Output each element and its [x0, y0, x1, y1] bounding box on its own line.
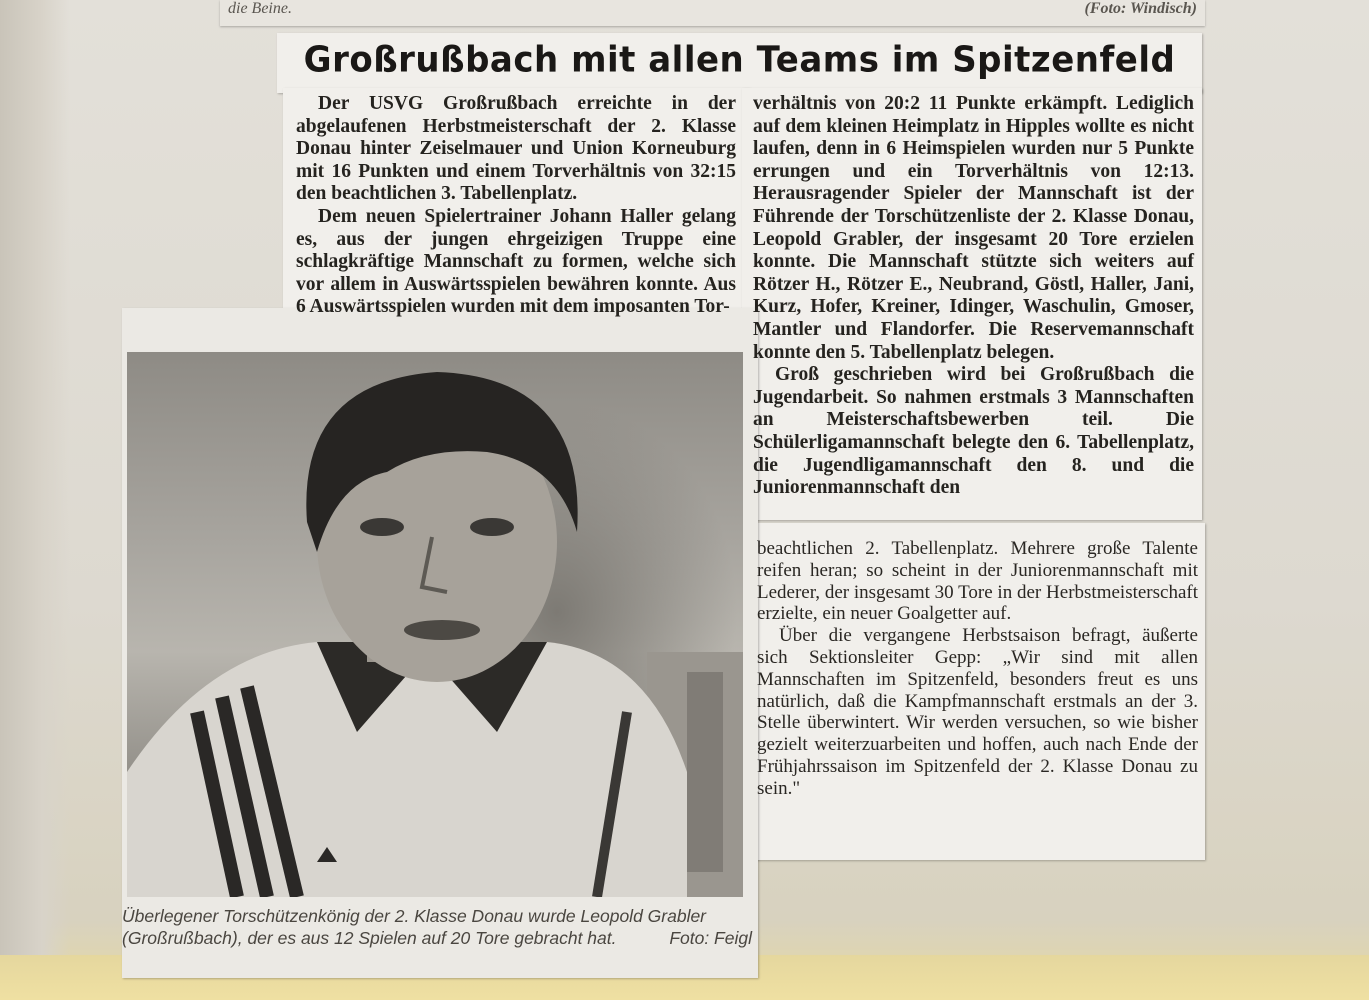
article-headline: Großrußbach mit allen Teams im Spitzenfeld: [303, 39, 1176, 81]
paragraph: Über die vergangene Herbstsaison befragt, äußerte sich Sektionsleiter Gepp: „Wir sind mit allen Mannschaften im Spitzenfeld, besonders freut es uns natürlich, daß die Kampfmannschaft erstmals an der 3. Stelle überwintert. Wir werden versuchen, so wie bisher gezielt weiterzuarbeiten und hoffen, auch nach Ende der Frühjahrssaison im Spitzenfeld der 2. Klasse Donau zu sein.": [757, 625, 1198, 799]
paragraph: Dem neuen Spielertrainer Johann Haller gelang es, aus der jungen ehrgeizigen Truppe eine schlagkräftige Mannschaft zu formen, welche sich vor allem in Auswärtsspielen bewähren konnte. Aus 6 Auswärtsspielen wurden mit dem imposanten Tor-: [296, 205, 736, 318]
player-photo: [127, 352, 743, 897]
article-column-1: [296, 93, 736, 319]
previous-clipping-strip: [220, 0, 1205, 26]
previous-clipping-text: die Beine.: [228, 0, 292, 17]
paragraph: Der USVG Großrußbach erreichte in der abgelaufenen Herbstmeisterschaft der 2. Klasse Donau hinter Zeiselmauer und Union Korneuburg mit 16 Punkten und einem Torverhältnis von 32:15 den beachtlichen 3. Tabellenplatz.: [296, 93, 736, 205]
paragraph: beachtlichen 2. Tabellenplatz. Mehrere große Talente reifen heran; so scheint in der Juniorenmannschaft mit Lederer, der insgesamt 30 Tore in der Herbstmeisterschaft erzielte, ein neuer Goalgetter auf.: [757, 538, 1198, 625]
player-portrait-graphic: [127, 352, 743, 897]
page-shadow: [0, 0, 70, 1000]
photo-credit: Foto: Feigl: [669, 928, 752, 948]
caption-text: Überlegener Torschützenkönig der 2. Klasse Donau wurde Leopold Grabler (Großrußbach), der es aus 12 Spielen auf 20 Tore gebracht hat.: [122, 906, 707, 948]
paragraph: verhältnis von 20:2 11 Punkte erkämpft. Lediglich auf dem kleinen Heimplatz in Hipples wollte es nicht laufen, denn in 6 Heimspielen wurden nur 5 Punkte errungen und ein Torverhältnis von 12:13. Herausragender Spieler der Mannschaft ist der Führende der Torschützenliste der 2. Klasse Donau, Leopold Grabler, der insgesamt 20 Tore erzielen konnte. Die Mannschaft stützte sich weiters auf Rötzer H., Rötzer E., Neubrand, Göstl, Haller, Jani, Kurz, Hofer, Kreiner, Idinger, Waschulin, Gmoser, Mantler und Flandorfer. Die Reservemannschaft konnte den 5. Tabellenplatz belegen.: [753, 93, 1194, 363]
article-column-3: [757, 538, 1198, 800]
paragraph: Groß geschrieben wird bei Großrußbach die Jugendarbeit. So nahmen erstmals 3 Mannschaften an Meisterschaftsbewerben teil. Die Schülerligamannschaft belegte den 6. Tabellenplatz, die Jugendligamannschaft den 8. und die Juniorenmannschaft den: [753, 364, 1194, 499]
article-column-2: [753, 93, 1194, 500]
previous-photo-credit: (Foto: Windisch): [1084, 0, 1197, 17]
photo-caption: [122, 905, 752, 949]
